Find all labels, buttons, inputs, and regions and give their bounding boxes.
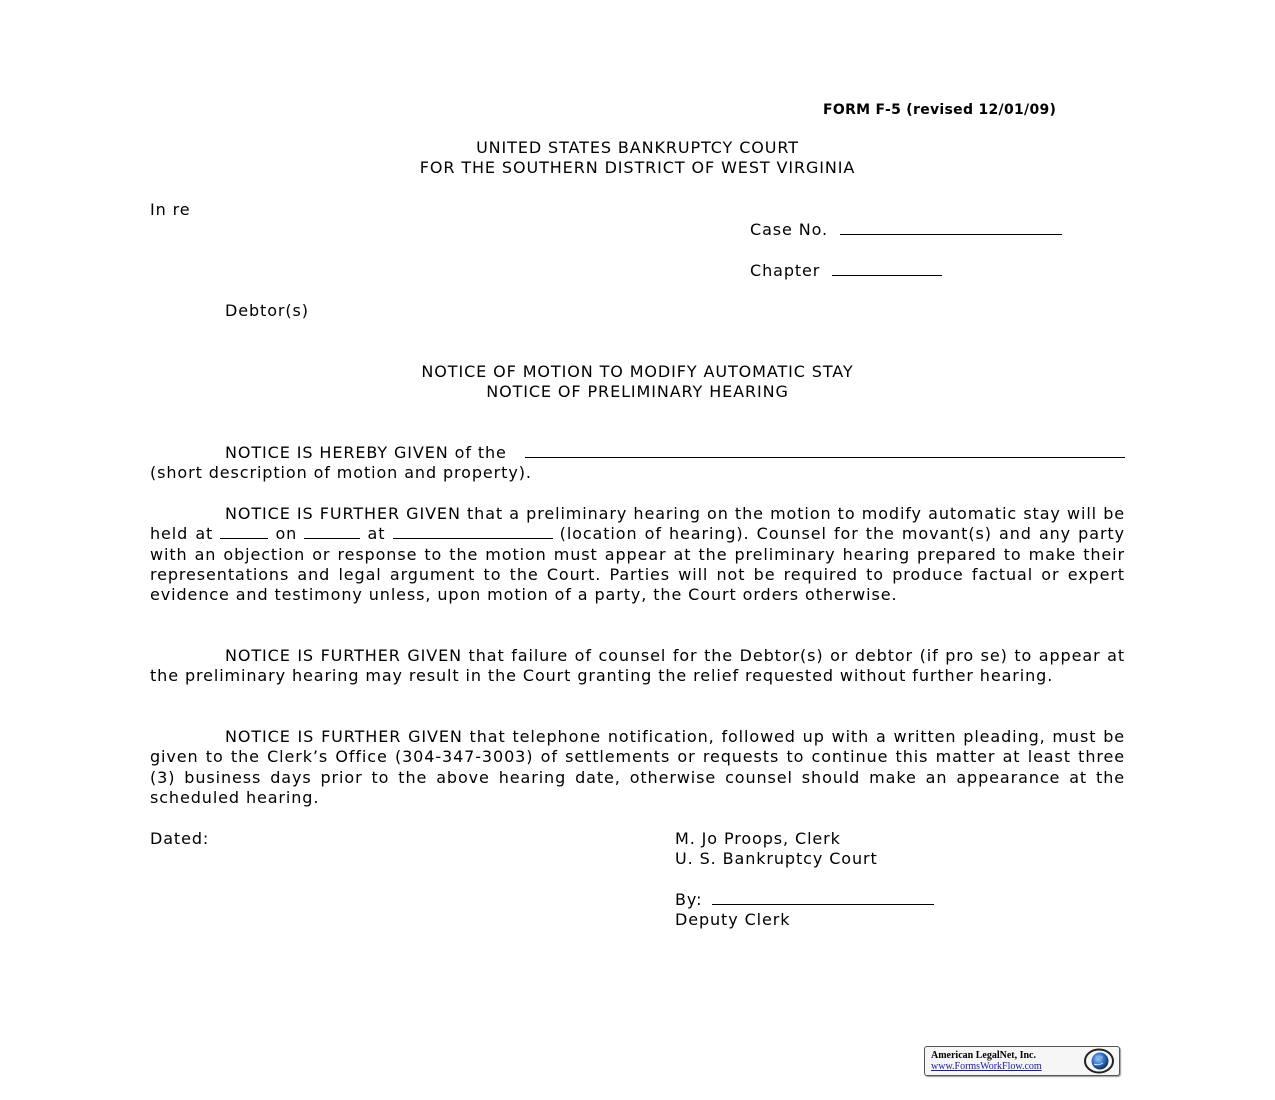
- by-label: By:: [675, 890, 703, 909]
- hearing-location-blank: [393, 524, 553, 539]
- chapter-field: [750, 261, 942, 281]
- court-district: FOR THE SOUTHERN DISTRICT OF WEST VIRGINIA: [419, 158, 856, 177]
- chapter-label: Chapter: [750, 261, 821, 280]
- case-number-label: Case No.: [750, 220, 829, 239]
- globe-icon: [1083, 1048, 1115, 1074]
- signature-blank: [712, 890, 934, 905]
- paragraph-failure-to-appear: NOTICE IS FURTHER GIVEN that failure of counsel for the Debtor(s) or debtor (if pro se) to appear at the preliminary hearing may result in the Court granting the relief requested without further hearing.: [150, 646, 1125, 686]
- clerk-court: U. S. Bankruptcy Court: [675, 849, 878, 868]
- notice-title: NOTICE OF MOTION TO MODIFY AUTOMATIC STAY: [421, 362, 854, 381]
- paragraph-preliminary-hearing: NOTICE IS FURTHER GIVEN that a preliminary hearing on the motion to modify automatic stay will be held at on at (location of hearing). Counsel for the movant(s) and any party with an objection or response to the motion must appear at the preliminary hearing prepared to make their representations and legal argument to the Court. Parties will not be required to produce factual or expert evidence and testimony unless, upon motion of a party, the Court orders otherwise.: [150, 504, 1125, 605]
- hearing-time-blank: [220, 524, 268, 539]
- paragraph-telephone-notification: NOTICE IS FURTHER GIVEN that telephone notification, followed up with a written pleading, must be given to the Clerk’s Office (304-347-3003) of settlements or requests to continue this matter at least three (3) business days prior to the above hearing date, otherwise counsel should make an appearance at the scheduled hearing.: [150, 727, 1125, 807]
- by-signature-field: [675, 890, 934, 910]
- notice-subtitle: NOTICE OF PRELIMINARY HEARING: [486, 382, 789, 401]
- in-re-label: In re: [150, 200, 191, 219]
- motion-description-hint: (short description of motion and property).: [150, 463, 532, 483]
- debtor-label: Debtor(s): [225, 301, 309, 320]
- hearing-date-blank: [304, 524, 360, 539]
- logo-website-link[interactable]: www.FormsWorkFlow.com: [931, 1061, 1042, 1072]
- logo-company-name: American LegalNet, Inc.: [931, 1050, 1036, 1061]
- american-legalnet-logo[interactable]: [924, 1046, 1120, 1076]
- paragraph-notice-given: [150, 443, 1125, 484]
- chapter-blank: [832, 261, 942, 276]
- notice-given-lead: NOTICE IS HEREBY GIVEN of the: [225, 443, 507, 462]
- case-number-field: [750, 220, 1062, 240]
- dated-label: Dated:: [150, 829, 210, 848]
- motion-description-blank: [525, 443, 1125, 458]
- deputy-clerk-label: Deputy Clerk: [675, 910, 791, 929]
- court-name: UNITED STATES BANKRUPTCY COURT: [476, 138, 799, 157]
- form-label: FORM F-5 (revised 12/01/09): [823, 102, 1057, 118]
- clerk-name: M. Jo Proops, Clerk: [675, 829, 841, 848]
- case-number-blank: [840, 220, 1062, 235]
